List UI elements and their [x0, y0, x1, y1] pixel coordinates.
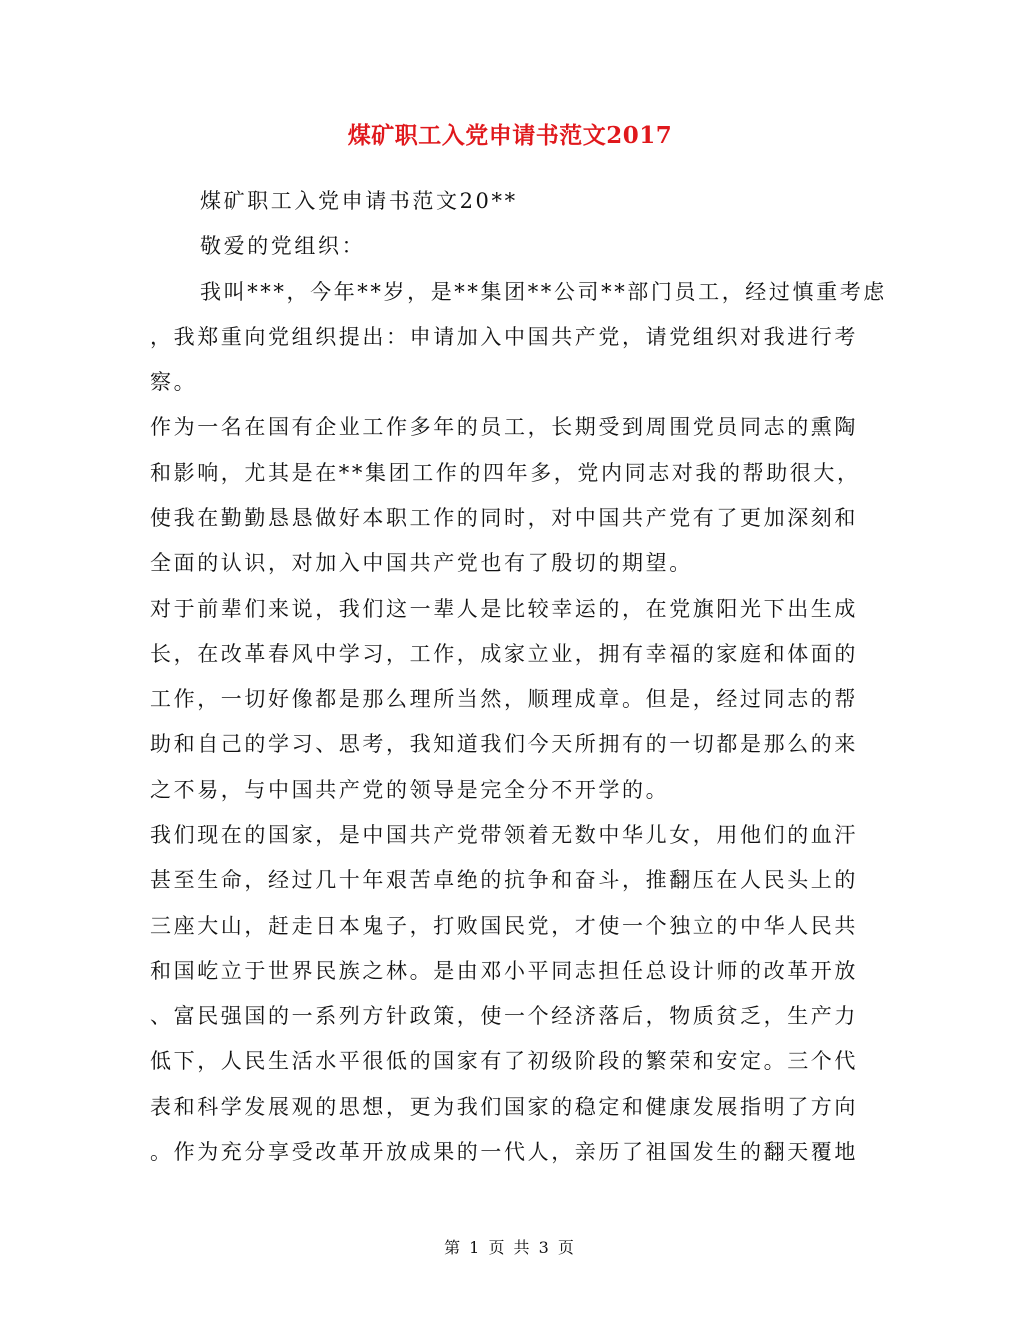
body-line: 和影响，尤其是在**集团工作的四年多，党内同志对我的帮助很大，: [150, 461, 861, 485]
body-line: 、富民强国的一系列方针政策，使一个经济落后，物质贫乏，生产力: [150, 1004, 858, 1028]
body-line: 三座大山，赶走日本鬼子，打败国民党，才使一个独立的中华人民共: [150, 914, 858, 938]
body-line: 和国屹立于世界民族之林。是由邓小平同志担任总设计师的改革开放: [150, 959, 858, 983]
body-line: 表和科学发展观的思想，更为我们国家的稳定和健康发展指明了方向: [150, 1095, 858, 1119]
body-line: ，我郑重向党组织提出：申请加入中国共产党，请党组织对我进行考: [150, 325, 858, 349]
body-line: 甚至生命，经过几十年艰苦卓绝的抗争和奋斗，推翻压在人民头上的: [150, 868, 858, 892]
body-line: 长，在改革春风中学习，工作，成家立业，拥有幸福的家庭和体面的: [150, 642, 858, 666]
body-line: 作为一名在国有企业工作多年的员工，长期受到周围党员同志的熏陶: [150, 415, 858, 439]
body-line: 。作为充分享受改革开放成果的一代人，亲历了祖国发生的翻天覆地: [150, 1140, 858, 1164]
body-line: 助和自己的学习、思考，我知道我们今天所拥有的一切都是那么的来: [150, 732, 858, 756]
body-line: 使我在勤勤恳恳做好本职工作的同时，对中国共产党有了更加深刻和: [150, 506, 858, 530]
body-line: 对于前辈们来说，我们这一辈人是比较幸运的，在党旗阳光下出生成: [150, 597, 858, 621]
page-footer: 第 1 页 共 3 页: [444, 1238, 576, 1257]
body-line: 察。: [150, 370, 198, 394]
body-line: 我们现在的国家，是中国共产党带领着无数中华儿女，用他们的血汗: [150, 823, 858, 847]
body-line: 工作，一切好像都是那么理所当然，顺理成章。但是，经过同志的帮: [150, 687, 858, 711]
document-subtitle: 煤矿职工入党申请书范文20**: [200, 189, 518, 213]
body-line: 全面的认识，对加入中国共产党也有了殷切的期望。: [150, 551, 693, 575]
document-title: 煤矿职工入党申请书范文2017: [347, 122, 673, 149]
body-line: 低下，人民生活水平很低的国家有了初级阶段的繁荣和安定。三个代: [150, 1049, 858, 1073]
body-line: 我叫***，今年**岁，是**集团**公司**部门员工，经过慎重考虑: [200, 280, 887, 304]
body-line: 之不易，与中国共产党的领导是完全分不开学的。: [150, 778, 670, 802]
salutation: 敬爱的党组织：: [200, 234, 366, 258]
